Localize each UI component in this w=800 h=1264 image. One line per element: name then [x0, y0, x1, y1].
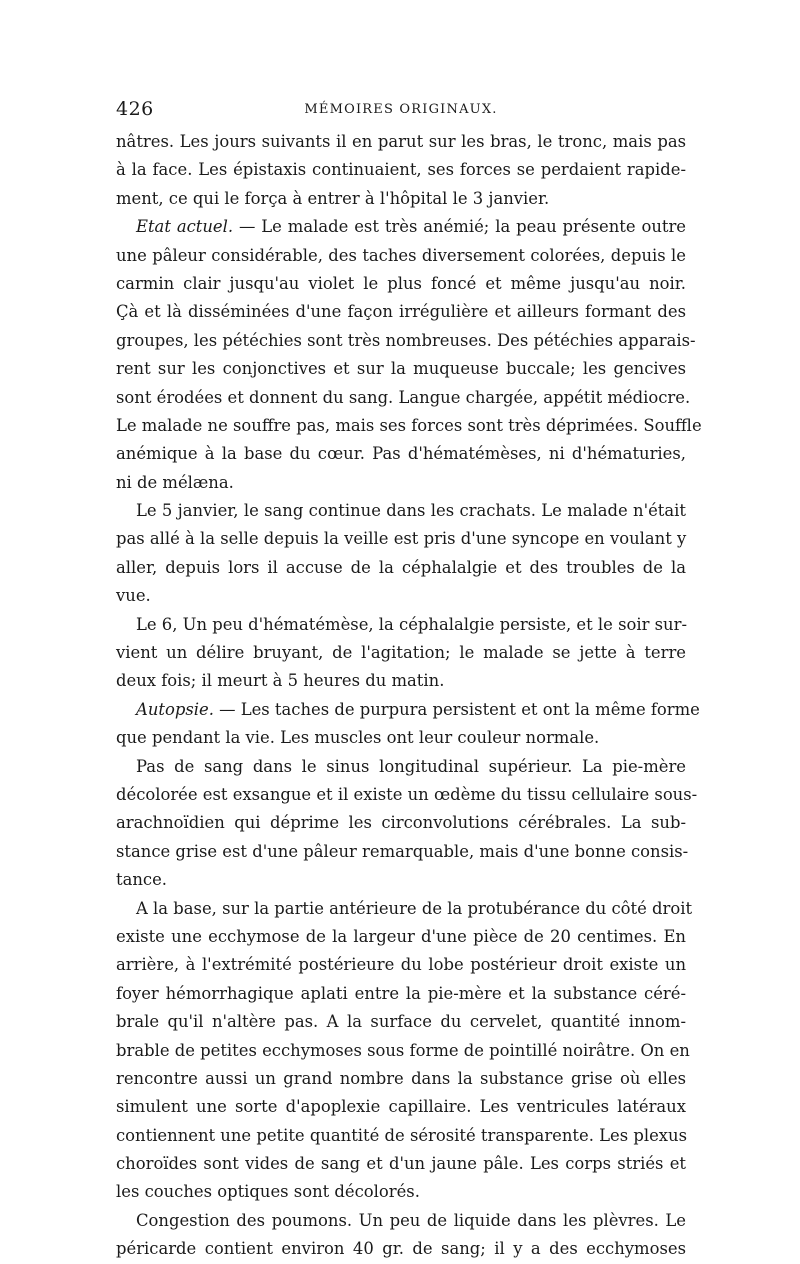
text-line	[116, 440, 686, 468]
text-line	[116, 781, 698, 809]
text-line	[116, 213, 686, 241]
text-line	[116, 1065, 686, 1093]
line-text: aller, depuis lors il accuse de la céphalalgie et des troubles de la	[116, 557, 686, 577]
text-line	[116, 525, 686, 553]
text-line	[116, 384, 691, 412]
text-line	[116, 355, 686, 383]
text-line	[116, 1178, 686, 1206]
line-text: nâtres. Les jours suivants il en parut sur les bras, le tronc, mais pas	[116, 132, 686, 151]
text-line	[116, 1235, 686, 1263]
line-text: Congestion des poumons. Un peu de liquide dans les plèvres. Le	[136, 1210, 686, 1230]
line-text: deux fois; il meurt à 5 heures du matin.	[116, 671, 445, 691]
text-line	[116, 667, 686, 695]
text-line	[116, 809, 686, 837]
text-line	[116, 469, 686, 497]
text-line	[116, 1008, 686, 1036]
text-line	[116, 980, 686, 1008]
line-text: brable de petites ecchymoses sous forme de pointillé noirâtre. On en	[116, 1040, 690, 1060]
text-line	[116, 1093, 686, 1121]
text-line	[116, 639, 686, 667]
line-text: vue.	[116, 586, 151, 606]
line-text: anémique à la base du cœur. Pas d'hématémèses, ni d'hématuries,	[116, 444, 686, 464]
line-text: contiennent une petite quantité de sérosité transparente. Les plexus	[116, 1125, 687, 1145]
text-line	[116, 242, 686, 270]
text-line	[116, 696, 700, 724]
body-text	[116, 128, 702, 1264]
text-line	[116, 185, 686, 213]
line-text: simulent une sorte d'apoplexie capillaire. Les ventricules latéraux	[116, 1097, 686, 1117]
line-text: pas allé à la selle depuis la veille est pris d'une syncope en voulant y	[116, 529, 687, 549]
line-text: foyer hémorrhagique aplati entre la pie-mère et la substance céré-	[116, 983, 686, 1003]
text-line	[116, 1037, 690, 1065]
text-line	[116, 923, 686, 951]
line-text: arrière, à l'extrémité postérieure du lobe postérieur droit existe un	[116, 955, 686, 975]
text-line	[116, 1207, 686, 1235]
line-text: — Le malade est très anémié; la peau présente outre	[233, 217, 686, 237]
text-line	[116, 497, 686, 525]
line-text: stance grise est d'une pâleur remarquable, mais d'une bonne consis-	[116, 841, 689, 861]
line-text: Le 5 janvier, le sang continue dans les crachats. Le malade n'était	[136, 501, 686, 521]
page-number: 426	[116, 98, 154, 120]
text-line	[116, 951, 686, 979]
line-text: existe une ecchymose de la largeur d'une pièce de 20 centimes. En	[116, 926, 686, 946]
line-text: groupes, les pétéchies sont très nombreuses. Des pétéchies apparais-	[116, 330, 696, 350]
section-lead: Autopsie.	[136, 699, 214, 719]
line-text: choroïdes sont vides de sang et d'un jaune pâle. Les corps striés et	[116, 1154, 686, 1174]
text-line	[116, 270, 686, 298]
line-text: — Les taches de purpura persistent et ont la même forme	[213, 699, 700, 719]
text-line	[116, 554, 686, 582]
line-text: que pendant la vie. Les muscles ont leur couleur normale.	[116, 728, 600, 748]
text-line	[116, 838, 689, 866]
line-text: une pâleur considérable, des taches diversement colorées, depuis le	[116, 245, 686, 265]
line-text: Pas de sang dans le sinus longitudinal supérieur. La pie-mère	[136, 756, 686, 776]
line-text: rent sur les conjonctives et sur la muqueuse buccale; les gencives	[116, 359, 686, 379]
section-lead: Etat actuel.	[136, 217, 234, 237]
text-line	[116, 611, 686, 639]
text-line	[116, 866, 686, 894]
text-line	[116, 895, 693, 923]
line-text: ment, ce qui le força à entrer à l'hôpital le 3 janvier.	[116, 188, 550, 208]
text-line	[116, 298, 686, 326]
text-line	[116, 1150, 686, 1178]
line-text: à la face. Les épistaxis continuaient, ses forces se perdaient rapide-	[116, 160, 686, 180]
line-text: rencontre aussi un grand nombre dans la substance grise où elles	[116, 1068, 686, 1088]
text-line	[116, 412, 702, 440]
line-text: A la base, sur la partie antérieure de la protubérance du côté droit	[136, 898, 693, 918]
text-line	[116, 753, 686, 781]
line-text: décolorée est exsangue et il existe un œdème du tissu cellulaire sous-	[116, 784, 698, 804]
text-line	[116, 582, 686, 610]
line-text: carmin clair jusqu'au violet le plus foncé et même jusqu'au noir.	[116, 273, 686, 293]
line-text: Çà et là disséminées d'une façon irrégulière et ailleurs formant des	[116, 302, 686, 322]
text-line	[116, 724, 686, 752]
line-text: sont érodées et donnent du sang. Langue chargée, appétit médiocre.	[116, 387, 691, 407]
page-header	[116, 98, 686, 122]
text-line	[116, 128, 686, 156]
line-text: les couches optiques sont décolorés.	[116, 1182, 420, 1202]
line-text: vient un délire bruyant, de l'agitation; le malade se jette à terre	[116, 643, 686, 663]
line-text: ni de mélæna.	[116, 472, 234, 492]
line-text: Le 6, Un peu d'hématémèse, la céphalalgie persiste, et le soir sur-	[136, 614, 687, 634]
line-text: Le malade ne souffre pas, mais ses forces sont très déprimées. Souffle	[116, 415, 702, 435]
line-text: péricarde contient environ 40 gr. de sang; il y a des ecchymoses	[116, 1239, 686, 1259]
text-line	[116, 1122, 686, 1150]
running-title: MÉMOIRES ORIGINAUX.	[304, 102, 498, 117]
line-text: arachnoïdien qui déprime les circonvolutions cérébrales. La sub-	[116, 813, 686, 833]
line-text: tance.	[116, 870, 168, 890]
line-text: brale qu'il n'altère pas. A la surface du cervelet, quantité innom-	[116, 1012, 686, 1032]
text-line	[116, 156, 686, 184]
text-line	[116, 327, 696, 355]
